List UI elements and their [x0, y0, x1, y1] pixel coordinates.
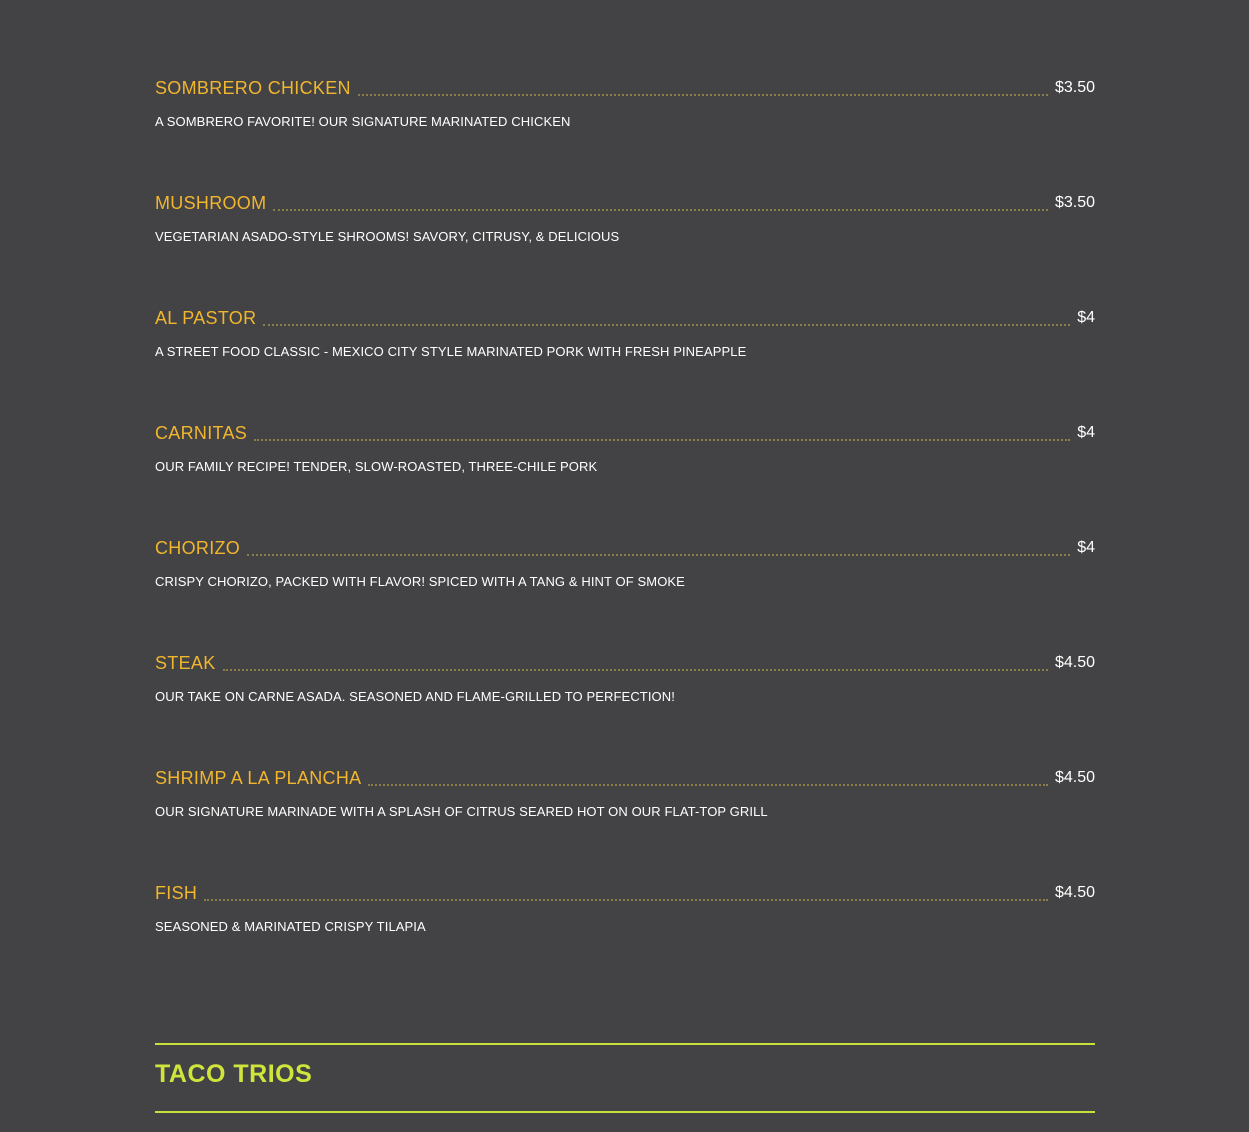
dotted-leader: [223, 669, 1048, 671]
dotted-leader: [368, 784, 1048, 786]
section-divider-bottom: [155, 1111, 1095, 1113]
menu-item-header: [155, 881, 1095, 905]
dotted-leader: [254, 439, 1070, 441]
dotted-leader: [263, 324, 1070, 326]
menu-item-header: [155, 421, 1095, 445]
menu-item-description: OUR TAKE ON CARNE ASADA. SEASONED AND FLAME-GRILLED TO PERFECTION!: [155, 689, 675, 704]
menu-item: [155, 76, 1095, 191]
menu-item-price: $4: [1077, 424, 1095, 441]
menu-item-price: $4.50: [1054, 884, 1095, 901]
menu-item-name: STEAK: [155, 653, 216, 673]
menu-item-price: $4: [1077, 309, 1095, 326]
dotted-leader: [204, 899, 1048, 901]
menu-item-header: [155, 191, 1095, 215]
section-title: TACO TRIOS: [155, 1060, 313, 1088]
menu-item-description: A STREET FOOD CLASSIC - MEXICO CITY STYLE MARINATED PORK WITH FRESH PINEAPPLE: [155, 344, 747, 359]
menu-item-header: [155, 766, 1095, 790]
menu-item: [155, 191, 1095, 306]
menu-item-name: AL PASTOR: [155, 308, 257, 328]
dotted-leader: [273, 209, 1048, 211]
menu-item-header: [155, 536, 1095, 560]
menu-item-price: $4: [1077, 539, 1095, 556]
menu-item-header: [155, 76, 1095, 100]
menu-item-name: SOMBRERO CHICKEN: [155, 78, 351, 98]
menu-item-header: [155, 651, 1095, 675]
menu-item-name: CARNITAS: [155, 423, 248, 443]
menu-item-price: $3.50: [1054, 194, 1095, 211]
menu-item-description: OUR SIGNATURE MARINADE WITH A SPLASH OF CITRUS SEARED HOT ON OUR FLAT-TOP GRILL: [155, 804, 768, 819]
menu-item-description: A SOMBRERO FAVORITE! OUR SIGNATURE MARINATED CHICKEN: [155, 114, 571, 129]
section-divider-top: [155, 1043, 1095, 1045]
menu-item-description: CRISPY CHORIZO, PACKED WITH FLAVOR! SPICED WITH A TANG & HINT OF SMOKE: [155, 574, 685, 589]
menu-item-name: CHORIZO: [155, 538, 241, 558]
menu-item: [155, 651, 1095, 766]
menu-item-name: SHRIMP A LA PLANCHA: [155, 768, 362, 788]
menu-item-list: [155, 76, 1095, 996]
dotted-leader: [247, 554, 1070, 556]
menu-item-name: MUSHROOM: [155, 193, 267, 213]
menu-item-price: $4.50: [1054, 769, 1095, 786]
menu-item: [155, 766, 1095, 881]
menu-item: [155, 881, 1095, 996]
menu-item: [155, 421, 1095, 536]
menu-item: [155, 306, 1095, 421]
menu-item-description: SEASONED & MARINATED CRISPY TILAPIA: [155, 919, 426, 934]
menu-item-price: $3.50: [1054, 79, 1095, 96]
menu-item-description: OUR FAMILY RECIPE! TENDER, SLOW-ROASTED, THREE-CHILE PORK: [155, 459, 598, 474]
menu-item-name: FISH: [155, 883, 198, 903]
menu-item-price: $4.50: [1054, 654, 1095, 671]
menu-item-header: [155, 306, 1095, 330]
menu-item-description: VEGETARIAN ASADO-STYLE SHROOMS! SAVORY, CITRUSY, & DELICIOUS: [155, 229, 620, 244]
dotted-leader: [358, 94, 1048, 96]
menu-item: [155, 536, 1095, 651]
